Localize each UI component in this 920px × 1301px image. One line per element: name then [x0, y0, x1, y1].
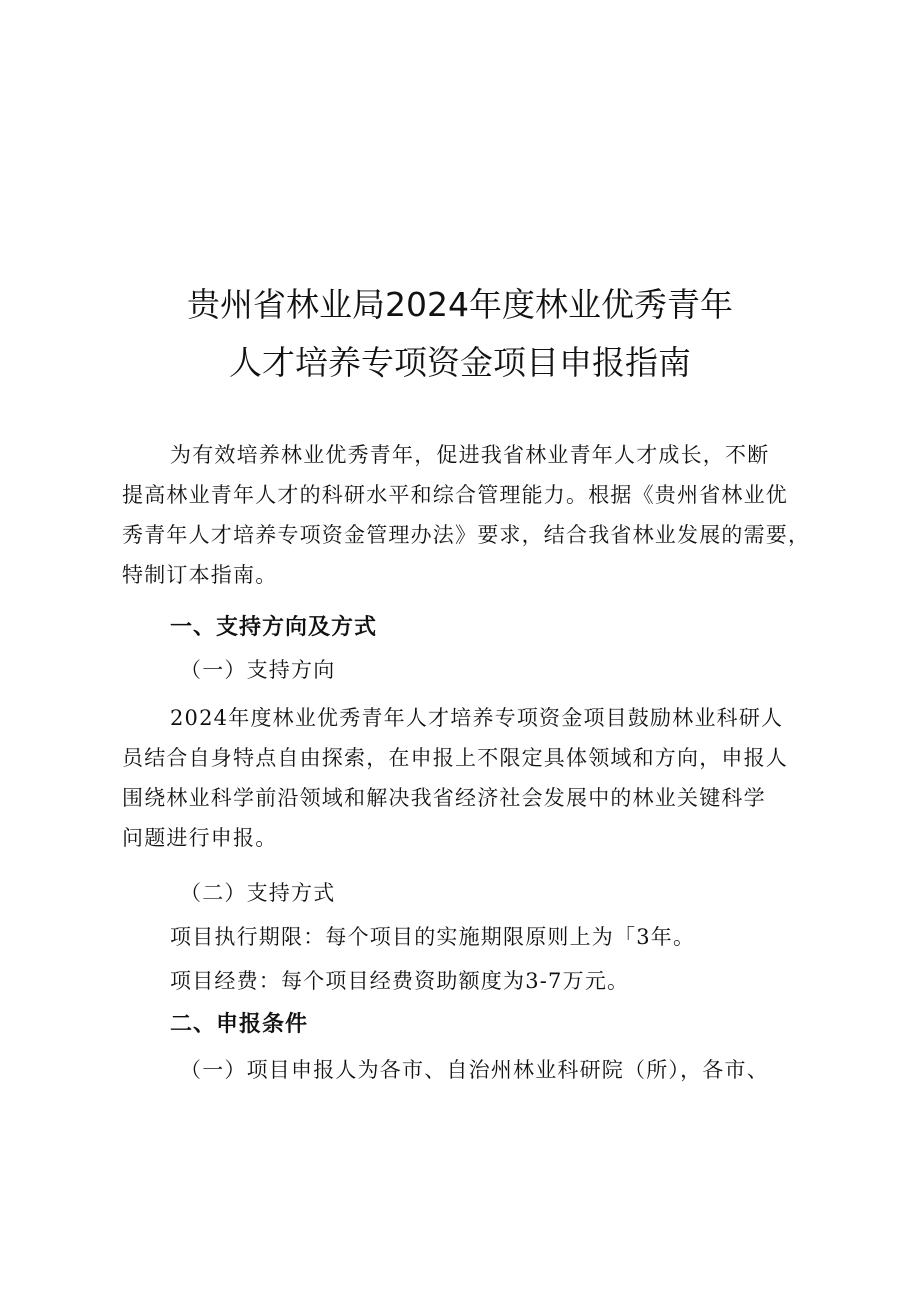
document-title-line-2: 人才培养专项资金项目申报指南 — [229, 343, 691, 382]
intro-line: 秀青年人才培养专项资金管理办法》要求，结合我省林业发展的需要， — [122, 523, 811, 547]
section-1-sub-1-heading: （一）支持方向 — [180, 658, 336, 682]
direction-line: 员结合自身特点自由探索，在申报上不限定具体领域和方向，申报人 — [122, 746, 788, 770]
direction-line: 问题进行申报。 — [122, 826, 278, 850]
intro-line: 提高林业青年人才的科研水平和综合管理能力。根据《贵州省林业优 — [122, 483, 788, 507]
section-1-sub-2-heading: （二）支持方式 — [180, 881, 336, 905]
project-funding-text: 项目经费：每个项目经费资助额度为3-7万元。 — [170, 969, 630, 993]
intro-paragraph — [122, 435, 812, 595]
document-title-line-1: 贵州省林业局2024年度林业优秀青年 — [187, 285, 733, 324]
direction-line: 围绕林业科学前沿领域和解决我省经济社会发展中的林业关键科学 — [122, 786, 766, 810]
section-2-heading: 二、申报条件 — [170, 1012, 309, 1037]
intro-line: 特制订本指南。 — [122, 563, 278, 587]
intro-line: 为有效培养林业优秀青年，促进我省林业青年人才成长，不断 — [170, 443, 770, 467]
section-1-heading: 一、支持方向及方式 — [170, 615, 378, 640]
project-period-text: 项目执行期限：每个项目的实施期限原则上为「3年。 — [170, 925, 696, 949]
direction-line: 2024年度林业优秀青年人才培养专项资金项目鼓励林业科研人 — [170, 706, 784, 730]
section-2-item-1-text: （一）项目申报人为各市、自治州林业科研院（所），各市、 — [180, 1058, 769, 1082]
support-direction-paragraph — [122, 698, 812, 858]
